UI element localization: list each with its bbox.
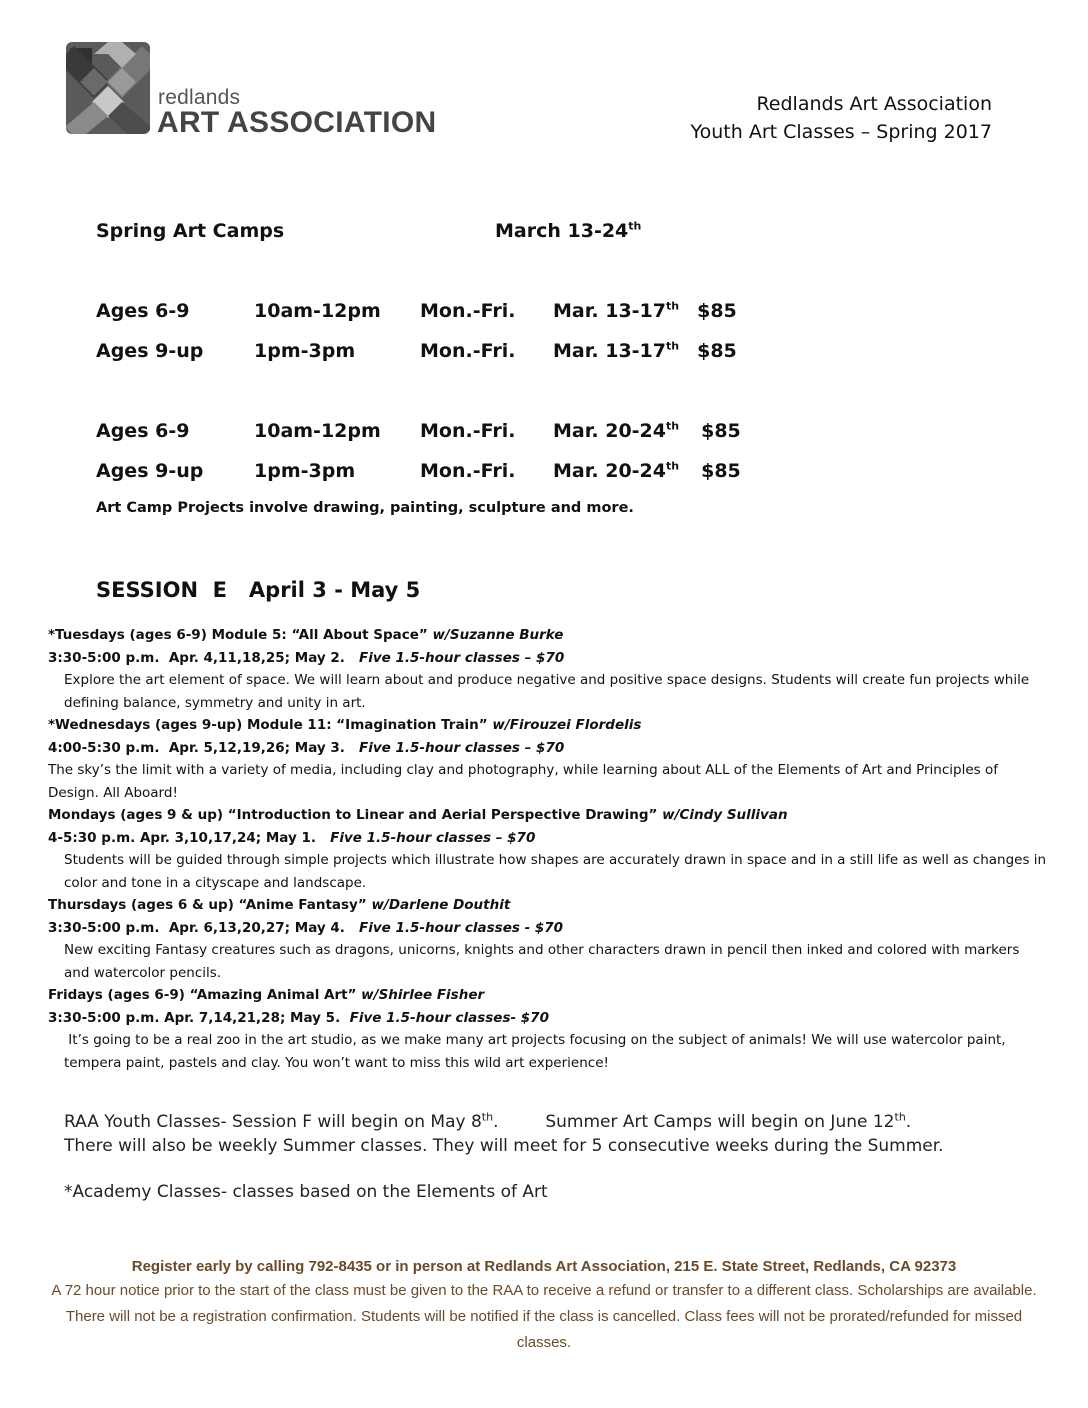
- class-instructor: w/Suzanne Burke: [432, 627, 564, 643]
- header-org-name: Redlands Art Association: [756, 93, 992, 115]
- camp-date: [553, 420, 741, 442]
- camp-time: [254, 340, 355, 362]
- camp-date-sup: th: [666, 299, 680, 313]
- footnote-summer-classes: There will also be weekly Summer classes. They will meet for 5 consecutive weeks during the Summer.: [64, 1136, 944, 1156]
- camp-date: [553, 300, 737, 322]
- camps-dates-text: March 13-24: [495, 220, 629, 242]
- camp-date-text: Mar. 20-24: [553, 460, 666, 482]
- camp-ages-text: Ages 6-9: [96, 300, 190, 322]
- camp-days-text: Mon.-Fri.: [420, 420, 516, 442]
- camp-time-text: 1pm-3pm: [254, 460, 356, 482]
- camps-note: Art Camp Projects involve drawing, painting, sculpture and more.: [96, 500, 634, 516]
- header-subtitle: Youth Art Classes – Spring 2017: [690, 121, 992, 143]
- registration-policy: A 72 hour notice prior to the start of the class must be given to the RAA to receive a refund or transfer to a different class. Scholarships are available. There will not be a registration confirmation. Students will be notified if the class is cancelled. Class fees will not be prorated/refunded for missed classes.: [51, 1282, 1037, 1351]
- camp-ages: [96, 460, 203, 482]
- class-description: Students will be guided through simple projects which illustrate how shapes are accurately drawn in space and in a still life as well as changes in color and tone in a cityscape and landscape.: [64, 852, 1047, 891]
- summer-camps-sup: th: [894, 1110, 906, 1124]
- camp-ages: [96, 340, 203, 362]
- class-price: Five 1.5-hour classes - $70: [359, 919, 564, 936]
- class-description: It’s going to be a real zoo in the art studio, as we make many art projects focusing on the subject of animals! We will use watercolor paint, tempera paint, pastels and clay. You won’t want to miss this wild art experience!: [64, 1032, 1010, 1071]
- camps-dates: [495, 220, 641, 242]
- class-instructor: w/Darlene Douthit: [371, 897, 511, 913]
- session-f-note: RAA Youth Classes- Session F will begin on May 8: [64, 1112, 482, 1132]
- footnote-next-sessions: [64, 1112, 911, 1132]
- camp-date-text: Mar. 13-17: [553, 340, 666, 362]
- camp-days-text: Mon.-Fri.: [420, 300, 516, 322]
- camp-days: [420, 460, 515, 482]
- class-item: [48, 894, 1048, 984]
- session-title: SESSION E April 3 - May 5: [96, 578, 421, 602]
- class-description: The sky’s the limit with a variety of media, including clay and photography, while learning about ALL of the Elements of Art and Principles of Design. All Aboard!: [48, 762, 998, 801]
- camp-time: [254, 460, 355, 482]
- camp-ages: [96, 300, 189, 322]
- logo-wordmark-small: redlands: [158, 86, 241, 109]
- camp-ages-text: Ages 9-up: [96, 460, 204, 482]
- camp-date-text: Mar. 20-24: [553, 420, 666, 442]
- class-price: Five 1.5-hour classes – $70: [359, 649, 565, 666]
- class-title: *Wednesdays (ages 9-up) Module 11: “Imagination Train”: [48, 717, 493, 733]
- session-f-end: .: [493, 1112, 499, 1132]
- camp-date-sup: th: [666, 419, 680, 433]
- session-f-sup: th: [481, 1110, 494, 1124]
- camp-date-text: Mar. 13-17: [553, 300, 666, 322]
- class-schedule: 3:30-5:00 p.m. Apr. 7,14,21,28; May 5.: [48, 1009, 350, 1026]
- class-price: Five 1.5-hour classes- $70: [349, 1009, 549, 1026]
- class-schedule: 3:30-5:00 p.m. Apr. 4,11,18,25; May 2.: [48, 649, 360, 666]
- camp-days: [420, 420, 515, 442]
- class-item: [48, 984, 1048, 1074]
- camps-dates-sup: th: [628, 219, 642, 233]
- logo-wordmark-large: ART ASSOCIATION: [157, 106, 437, 139]
- camp-price: $85: [701, 420, 741, 442]
- class-item: [48, 624, 1048, 714]
- camp-ages-text: Ages 9-up: [96, 340, 204, 362]
- camp-price: $85: [701, 460, 741, 482]
- summer-camps-note: Summer Art Camps will begin on June 12: [545, 1112, 895, 1132]
- registration-line: Register early by calling 792-8435 or in person at Redlands Art Association, 215 E. State Street, Redlands, CA 92373: [131, 1258, 957, 1275]
- camp-days-text: Mon.-Fri.: [420, 340, 516, 362]
- class-item: [48, 714, 1048, 804]
- class-title: Fridays (ages 6-9) “Amazing Animal Art”: [48, 987, 362, 1003]
- camp-ages-text: Ages 6-9: [96, 420, 190, 442]
- footnote-academy: *Academy Classes- classes based on the Elements of Art: [64, 1182, 548, 1202]
- summer-camps-end: .: [905, 1112, 912, 1132]
- camps-title: Spring Art Camps: [96, 220, 285, 242]
- class-description: Explore the art element of space. We will learn about and produce negative and positive space designs. Students will create fun projects while defining balance, symmetry and unity in art.: [64, 672, 1030, 711]
- class-instructor: w/Firouzei Flordelis: [492, 717, 642, 733]
- class-title: Thursdays (ages 6 & up) “Anime Fantasy”: [48, 897, 372, 913]
- class-schedule: 4-5:30 p.m. Apr. 3,10,17,24; May 1.: [48, 829, 331, 846]
- class-list: [48, 624, 1048, 1074]
- class-instructor: w/Shirlee Fisher: [361, 987, 485, 1003]
- class-title: Mondays (ages 9 & up) “Introduction to Linear and Aerial Perspective Drawing”: [48, 807, 663, 823]
- camp-days-text: Mon.-Fri.: [420, 460, 516, 482]
- class-description: New exciting Fantasy creatures such as dragons, unicorns, knights and other characters drawn in pencil then inked and colored with markers and watercolor pencils.: [64, 942, 1020, 981]
- camp-time: [254, 420, 381, 442]
- camp-time-text: 10am-12pm: [254, 300, 381, 322]
- camp-price: $85: [697, 300, 737, 322]
- camp-ages: [96, 420, 189, 442]
- camp-days: [420, 340, 515, 362]
- camp-time-text: 10am-12pm: [254, 420, 381, 442]
- class-price: Five 1.5-hour classes – $70: [330, 829, 536, 846]
- camp-date-sup: th: [666, 339, 680, 353]
- camp-time-text: 1pm-3pm: [254, 340, 356, 362]
- class-item: [48, 804, 1048, 894]
- camp-time: [254, 300, 381, 322]
- class-instructor: w/Cindy Sullivan: [662, 807, 788, 823]
- camp-price: $85: [697, 340, 737, 362]
- raa-logo-icon: [66, 42, 150, 134]
- camp-date-sup: th: [666, 459, 680, 473]
- class-price: Five 1.5-hour classes – $70: [359, 739, 565, 756]
- camp-days: [420, 300, 515, 322]
- camp-date: [553, 340, 737, 362]
- class-title: *Tuesdays (ages 6-9) Module 5: “All About Space”: [48, 627, 433, 643]
- camp-date: [553, 460, 741, 482]
- class-schedule: 3:30-5:00 p.m. Apr. 6,13,20,27; May 4.: [48, 919, 360, 936]
- class-schedule: 4:00-5:30 p.m. Apr. 5,12,19,26; May 3.: [48, 739, 360, 756]
